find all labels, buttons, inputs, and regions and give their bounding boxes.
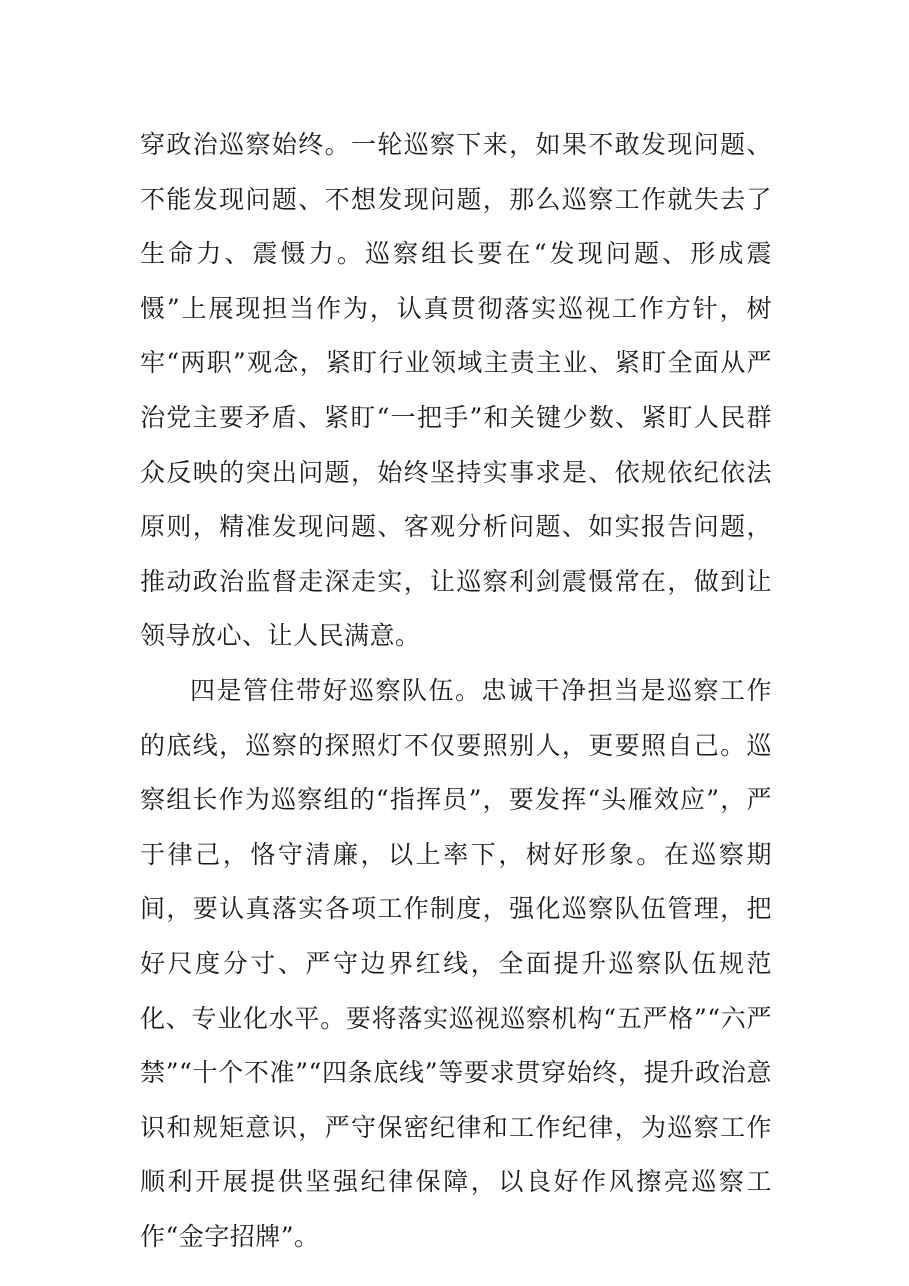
document-body [140,118,772,1264]
paragraph-team-management: 四是管住带好巡察队伍。忠诚干净担当是巡察工作的底线，巡察的探照灯不仅要照别人，更要照自己。巡察组长作为巡察组的“指挥员”，要发挥“头雁效应”，严于律己，恪守清廉，以上率下，树好形象。在巡察期间，要认真落实各项工作制度，强化巡察队伍管理，把好尺度分寸、严守边界红线，全面提升巡察队伍规范化、专业化水平。要将落实巡视巡察机构“五严格”“六严禁”“十个不准”“四条底线”等要求贯穿始终，提升政治意识和规矩意识，严守保密纪律和工作纪律，为巡察工作顺利开展提供坚强纪律保障，以良好作风擦亮巡察工作“金字招牌”。 [140,675,772,1251]
paragraph-continuation: 穿政治巡察始终。一轮巡察下来，如果不敢发现问题、不能发现问题、不想发现问题，那么巡察工作就失去了生命力、震慑力。巡察组长要在“发现问题、形成震慑”上展现担当作为，认真贯彻落实巡视工作方针，树牢“两职”观念，紧盯行业领域主责主业、紧盯全面从严治党主要矛盾、紧盯“一把手”和关键少数、紧盯人民群众反映的突出问题，始终坚持实事求是、依规依纪依法原则，精准发现问题、客观分析问题、如实报告问题，推动政治监督走深走实，让巡察利剑震慑常在，做到让领导放心、让人民满意。 [140,130,772,651]
